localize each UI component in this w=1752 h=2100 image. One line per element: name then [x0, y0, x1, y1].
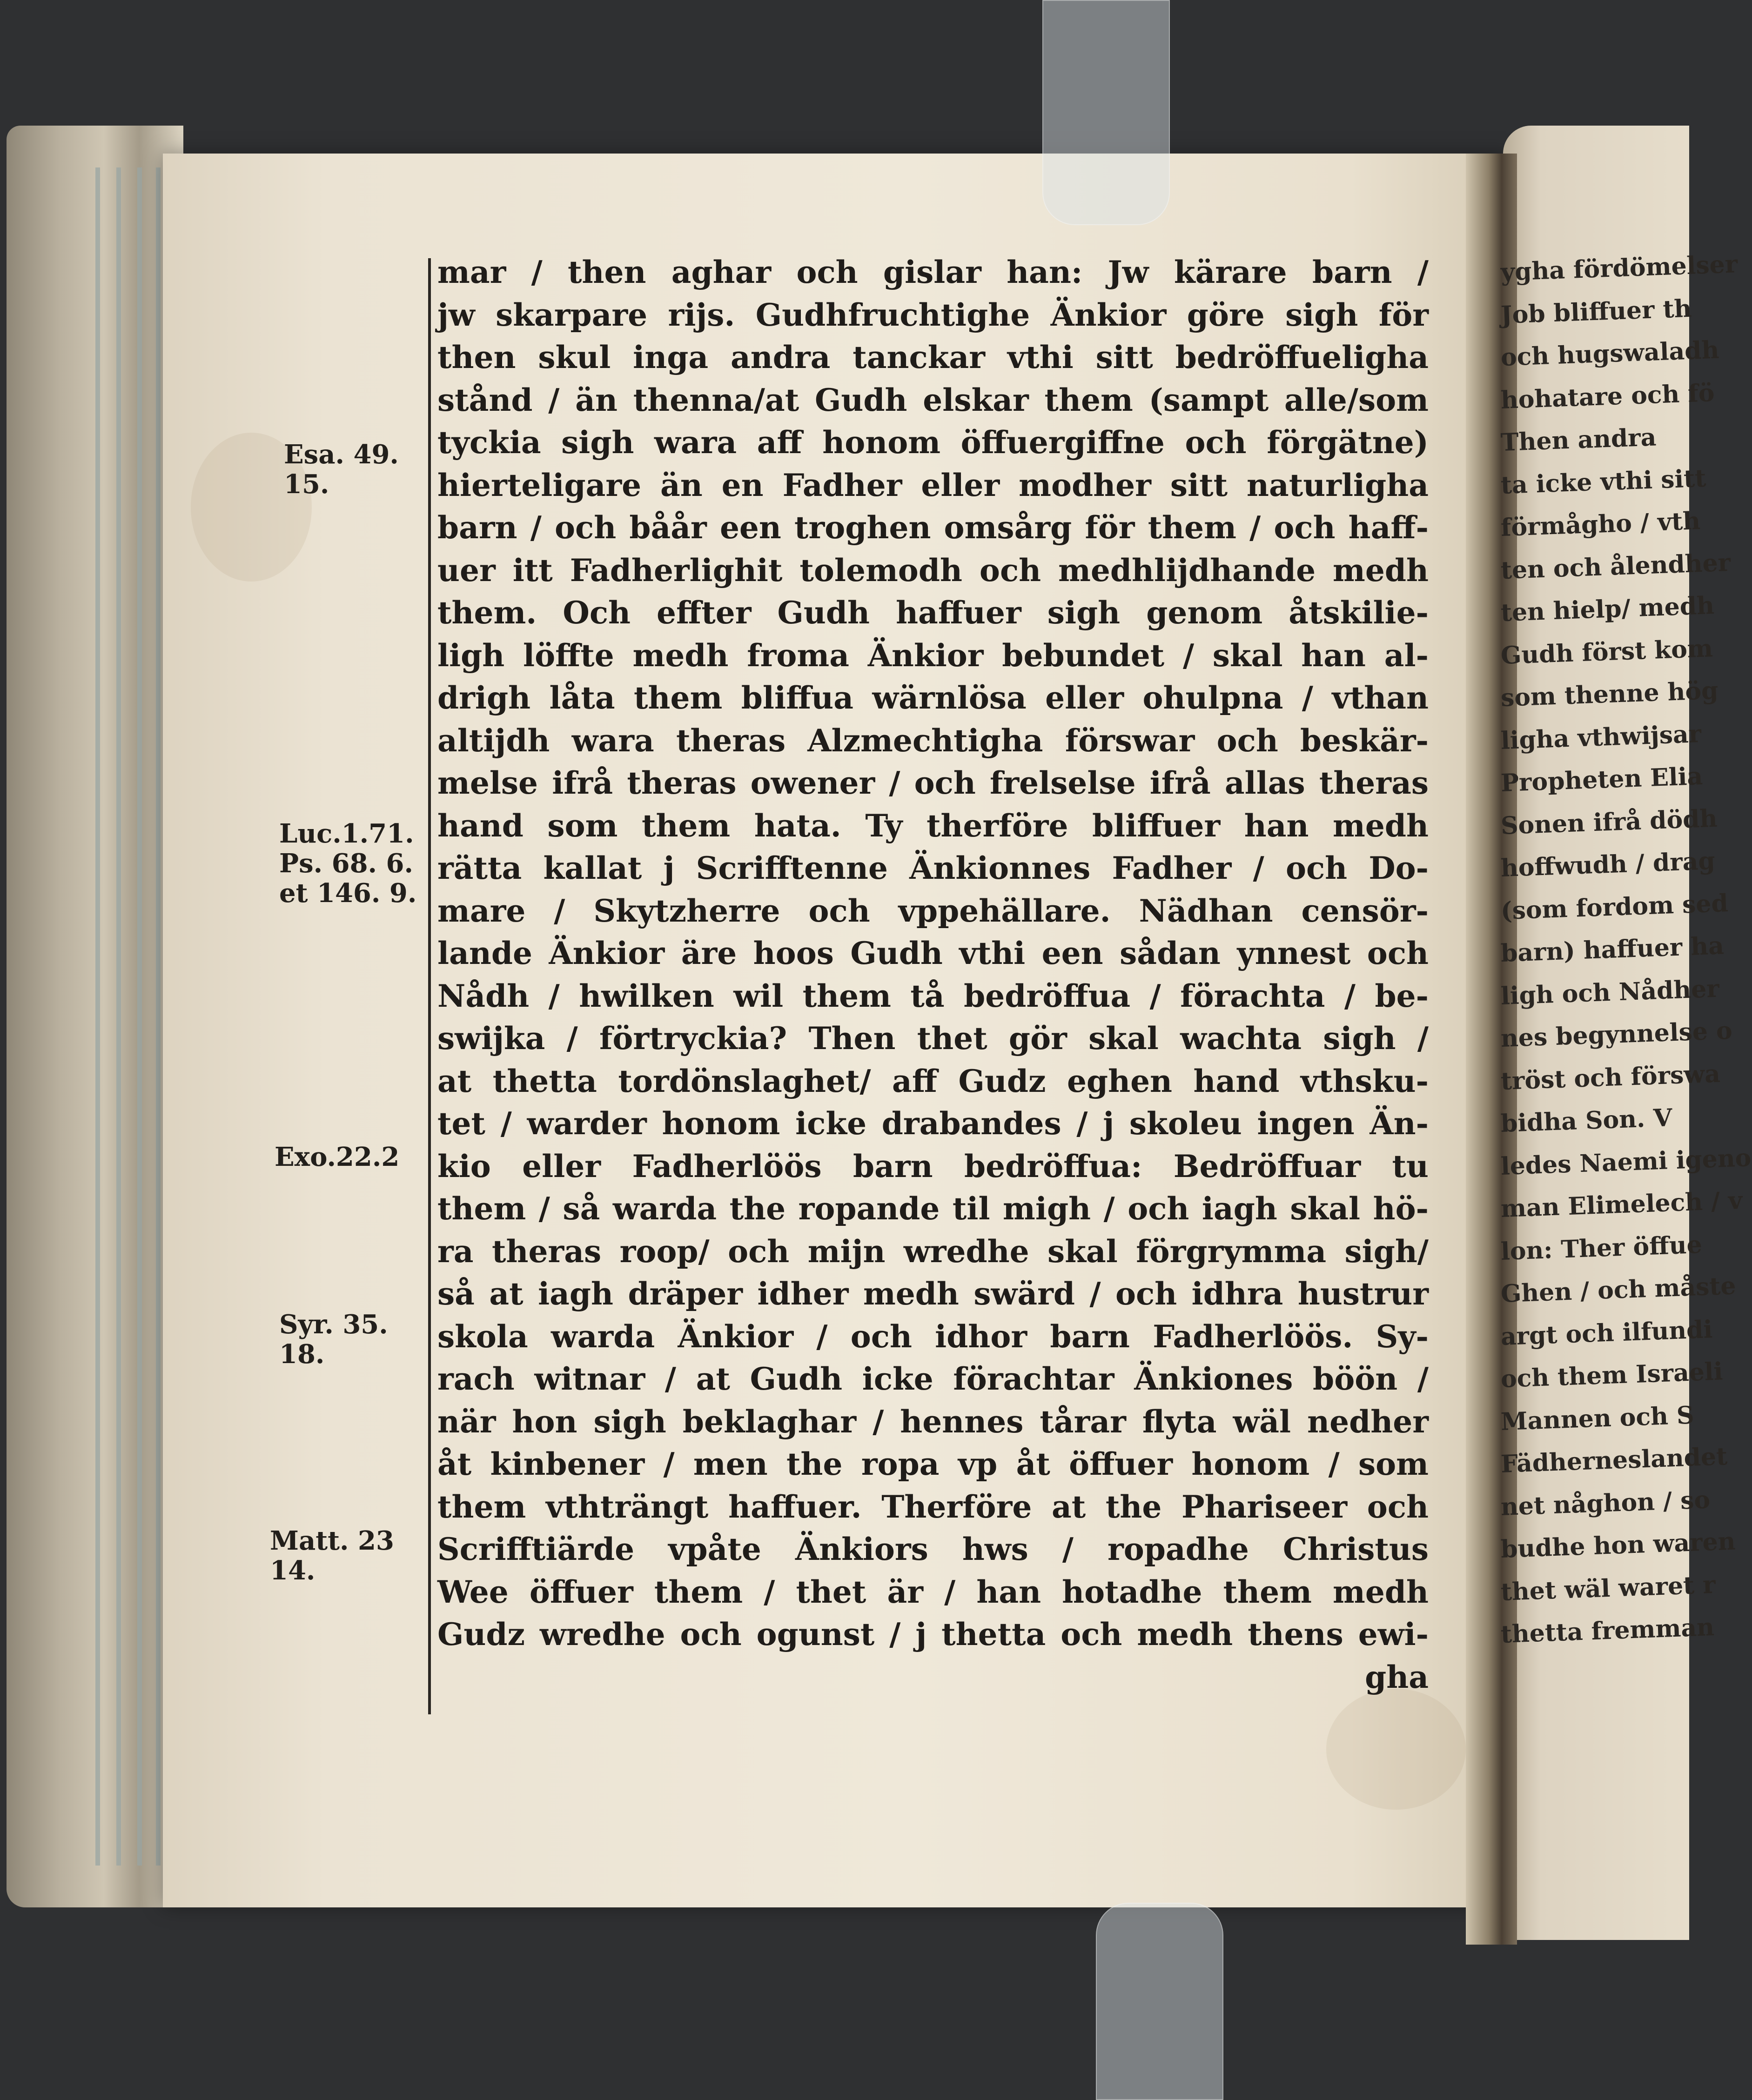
text-line: tyckia sigh wara aff honom öffuergiffne och förgätne)	[437, 424, 1429, 461]
facing-text-line: Fädherneslandet	[1500, 1442, 1728, 1478]
margin-note-esaias	[284, 440, 399, 499]
page-clip-bottom	[1096, 1903, 1223, 2100]
facing-text-line: Sonen ifrå dödh	[1500, 804, 1718, 840]
text-line: när hon sigh beklaghar / hennes tårar flyta wäl nedher	[437, 1403, 1429, 1440]
text-line: rätta kallat j Scrifftenne Änkionnes Fadher / och Do-	[437, 850, 1429, 886]
facing-text-line: Job bliffuer th	[1500, 294, 1692, 329]
margin-note-matthew	[270, 1526, 394, 1585]
text-line: Nådh / hwilken wil them tå bedröffua / förachta / be-	[437, 977, 1429, 1014]
text-line: them / så warda the ropande til migh / och iagh skal hö-	[437, 1190, 1429, 1227]
text-line: drigh låta them bliffua wärnlösa eller ohulpna / vthan	[437, 680, 1429, 716]
margin-note-line: Matt. 23	[270, 1525, 394, 1556]
facing-text-line: ledes Naemi igeno	[1500, 1143, 1752, 1181]
facing-text-line: Ghen / och måste	[1500, 1271, 1737, 1308]
facing-text-line: net någhon / so	[1500, 1485, 1711, 1521]
facing-text-line: Gudh först kom	[1500, 634, 1713, 670]
margin-note-line: Ps. 68. 6.	[279, 848, 414, 879]
margin-note-sirach	[279, 1310, 388, 1369]
facing-text-line: nes begynnelse o	[1500, 1016, 1733, 1053]
margin-note-line: 18.	[279, 1339, 325, 1370]
text-line: jw skarpare rijs. Gudhfruchtighe Änkior göre sigh för	[437, 296, 1429, 333]
text-line: uer itt Fadherlighit tolemodh och medhlijdhande medh	[437, 552, 1429, 589]
facing-text-line: tröst och förswa	[1500, 1059, 1721, 1096]
text-line: åt kinbener / men the ropa vp åt öffuer honom / som	[437, 1446, 1429, 1482]
facing-text-line: man Elimelech / v	[1500, 1186, 1743, 1223]
text-line: swijka / förtryckia? Then thet gör skal wachta sigh /	[437, 1020, 1429, 1057]
text-line: mar / then aghar och gislar han: Jw kärare barn /	[437, 254, 1429, 290]
facing-text-line: och them Israeli	[1500, 1357, 1724, 1393]
page-edge-line	[95, 167, 100, 1866]
facing-text-line: Mannen och S	[1500, 1401, 1695, 1436]
facing-text-line: förmågho / vth	[1500, 507, 1701, 542]
margin-note-luke-psalms	[279, 819, 416, 908]
text-line: tet / warder honom icke drabandes / j skoleu ingen Än-	[437, 1105, 1429, 1142]
paper-stain	[1326, 1689, 1466, 1810]
text-line: ra theras roop/ och mijn wredhe skal förgrymma sigh/	[437, 1233, 1429, 1270]
text-line: Wee öffuer them / thet är / han hotadhe them medh	[437, 1573, 1429, 1610]
facing-text-line: lon: Ther öffue	[1500, 1230, 1703, 1266]
margin-note-line: 14.	[270, 1555, 315, 1586]
facing-text-line: thet wäl waret r	[1500, 1570, 1716, 1606]
facing-text-line: hoffwudh / drag	[1500, 846, 1716, 883]
facing-page-text	[1500, 250, 1752, 1656]
text-line: Scrifftiärde vpåte Änkiors hws / ropadhe Christus	[437, 1531, 1429, 1567]
facing-text-line: ligha vthwijsar	[1500, 719, 1702, 755]
text-line: hand som them hata. Ty therföre bliffuer han medh	[437, 807, 1429, 844]
text-line: them. Och effter Gudh haffuer sigh genom åtskilie-	[437, 595, 1429, 631]
facing-text-line: budhe hon waren	[1500, 1527, 1736, 1564]
text-line: Gudz wredhe och ogunst / j thetta och medh thens ewi-	[437, 1616, 1429, 1652]
text-line: så at iagh dräper idher medh swärd / och idhra hustrur	[437, 1276, 1429, 1312]
text-line: rach witnar / at Gudh icke förachtar Änkiones böön /	[437, 1361, 1429, 1397]
facing-text-line: hohatare och fö	[1500, 378, 1715, 415]
text-line: altijdh wara theras Alzmechtigha förswar och beskär-	[437, 722, 1429, 759]
text-line: skola warda Änkior / och idhor barn Fadherlöös. Sy-	[437, 1318, 1429, 1355]
facing-text-line: som thenne hög	[1500, 676, 1719, 712]
page-edge-line	[156, 167, 161, 1866]
text-line: kio eller Fadherlöös barn bedröffua: Bedröffuar tu	[437, 1148, 1429, 1184]
margin-note-line: et 146. 9.	[279, 878, 417, 909]
margin-note-line: Esa. 49.	[284, 439, 399, 470]
text-line: ligh löffte medh froma Änkior bebundet / skal han al-	[437, 637, 1429, 674]
page-edge-line	[137, 167, 142, 1866]
facing-text-line: Then andra	[1500, 423, 1657, 457]
facing-text-line: ten och ålendher	[1500, 548, 1732, 585]
main-text-block	[437, 251, 1429, 1699]
page-clip-top	[1042, 0, 1170, 225]
facing-text-line: barn) haffuer ha	[1500, 931, 1725, 968]
text-line: them vthträngt haffuer. Therföre at the Phariseer och	[437, 1488, 1429, 1525]
margin-note-line: Exo.22.2	[275, 1142, 400, 1172]
page-edge-line	[116, 167, 121, 1866]
text-line: mare / Skytzherre och vppehällare. Nädhan censör-	[437, 892, 1429, 929]
margin-note-exodus	[275, 1142, 399, 1172]
facing-text-line: Propheten Elia	[1500, 762, 1704, 797]
facing-text-line: argt och ilfundi	[1500, 1315, 1713, 1351]
facing-text-line: ygha fördömelser	[1500, 250, 1739, 287]
text-line: stånd / än thenna/at Gudh elskar them (sampt alle/som	[437, 381, 1429, 418]
margin-note-line: Syr. 35.	[279, 1309, 388, 1340]
facing-text-line: ta icke vthi sitt	[1500, 464, 1707, 500]
facing-text-line: ligh och Nådher	[1500, 974, 1720, 1010]
margin-note-line: Luc.1.71.	[279, 818, 414, 849]
facing-text-line: ten hielp/ medh	[1500, 591, 1715, 627]
catchword: gha	[1365, 1659, 1429, 1695]
facing-text-line: bidha Son. V	[1500, 1104, 1673, 1138]
margin-rule	[428, 258, 431, 1714]
text-line: at thetta tordönslaghet/ aff Gudz eghen hand vthsku-	[437, 1063, 1429, 1099]
margin-note-line: 15.	[284, 469, 329, 500]
text-line: hierteligare än en Fadher eller modher sitt naturligha	[437, 467, 1429, 503]
text-line: barn / och båår een troghen omsårg för them / och haff-	[437, 509, 1429, 546]
facing-text-line: och hugswaladh	[1500, 335, 1720, 372]
facing-text-line: (som fordom sed	[1500, 889, 1729, 925]
text-line: lande Änkior äre hoos Gudh vthi een sådan ynnest och	[437, 935, 1429, 971]
text-line: then skul inga andra tanckar vthi sitt bedröffueligha	[437, 339, 1429, 375]
facing-text-line: thetta fremman	[1500, 1612, 1715, 1649]
text-line: melse ifrå theras owener / och frelselse ifrå allas theras	[437, 765, 1429, 801]
